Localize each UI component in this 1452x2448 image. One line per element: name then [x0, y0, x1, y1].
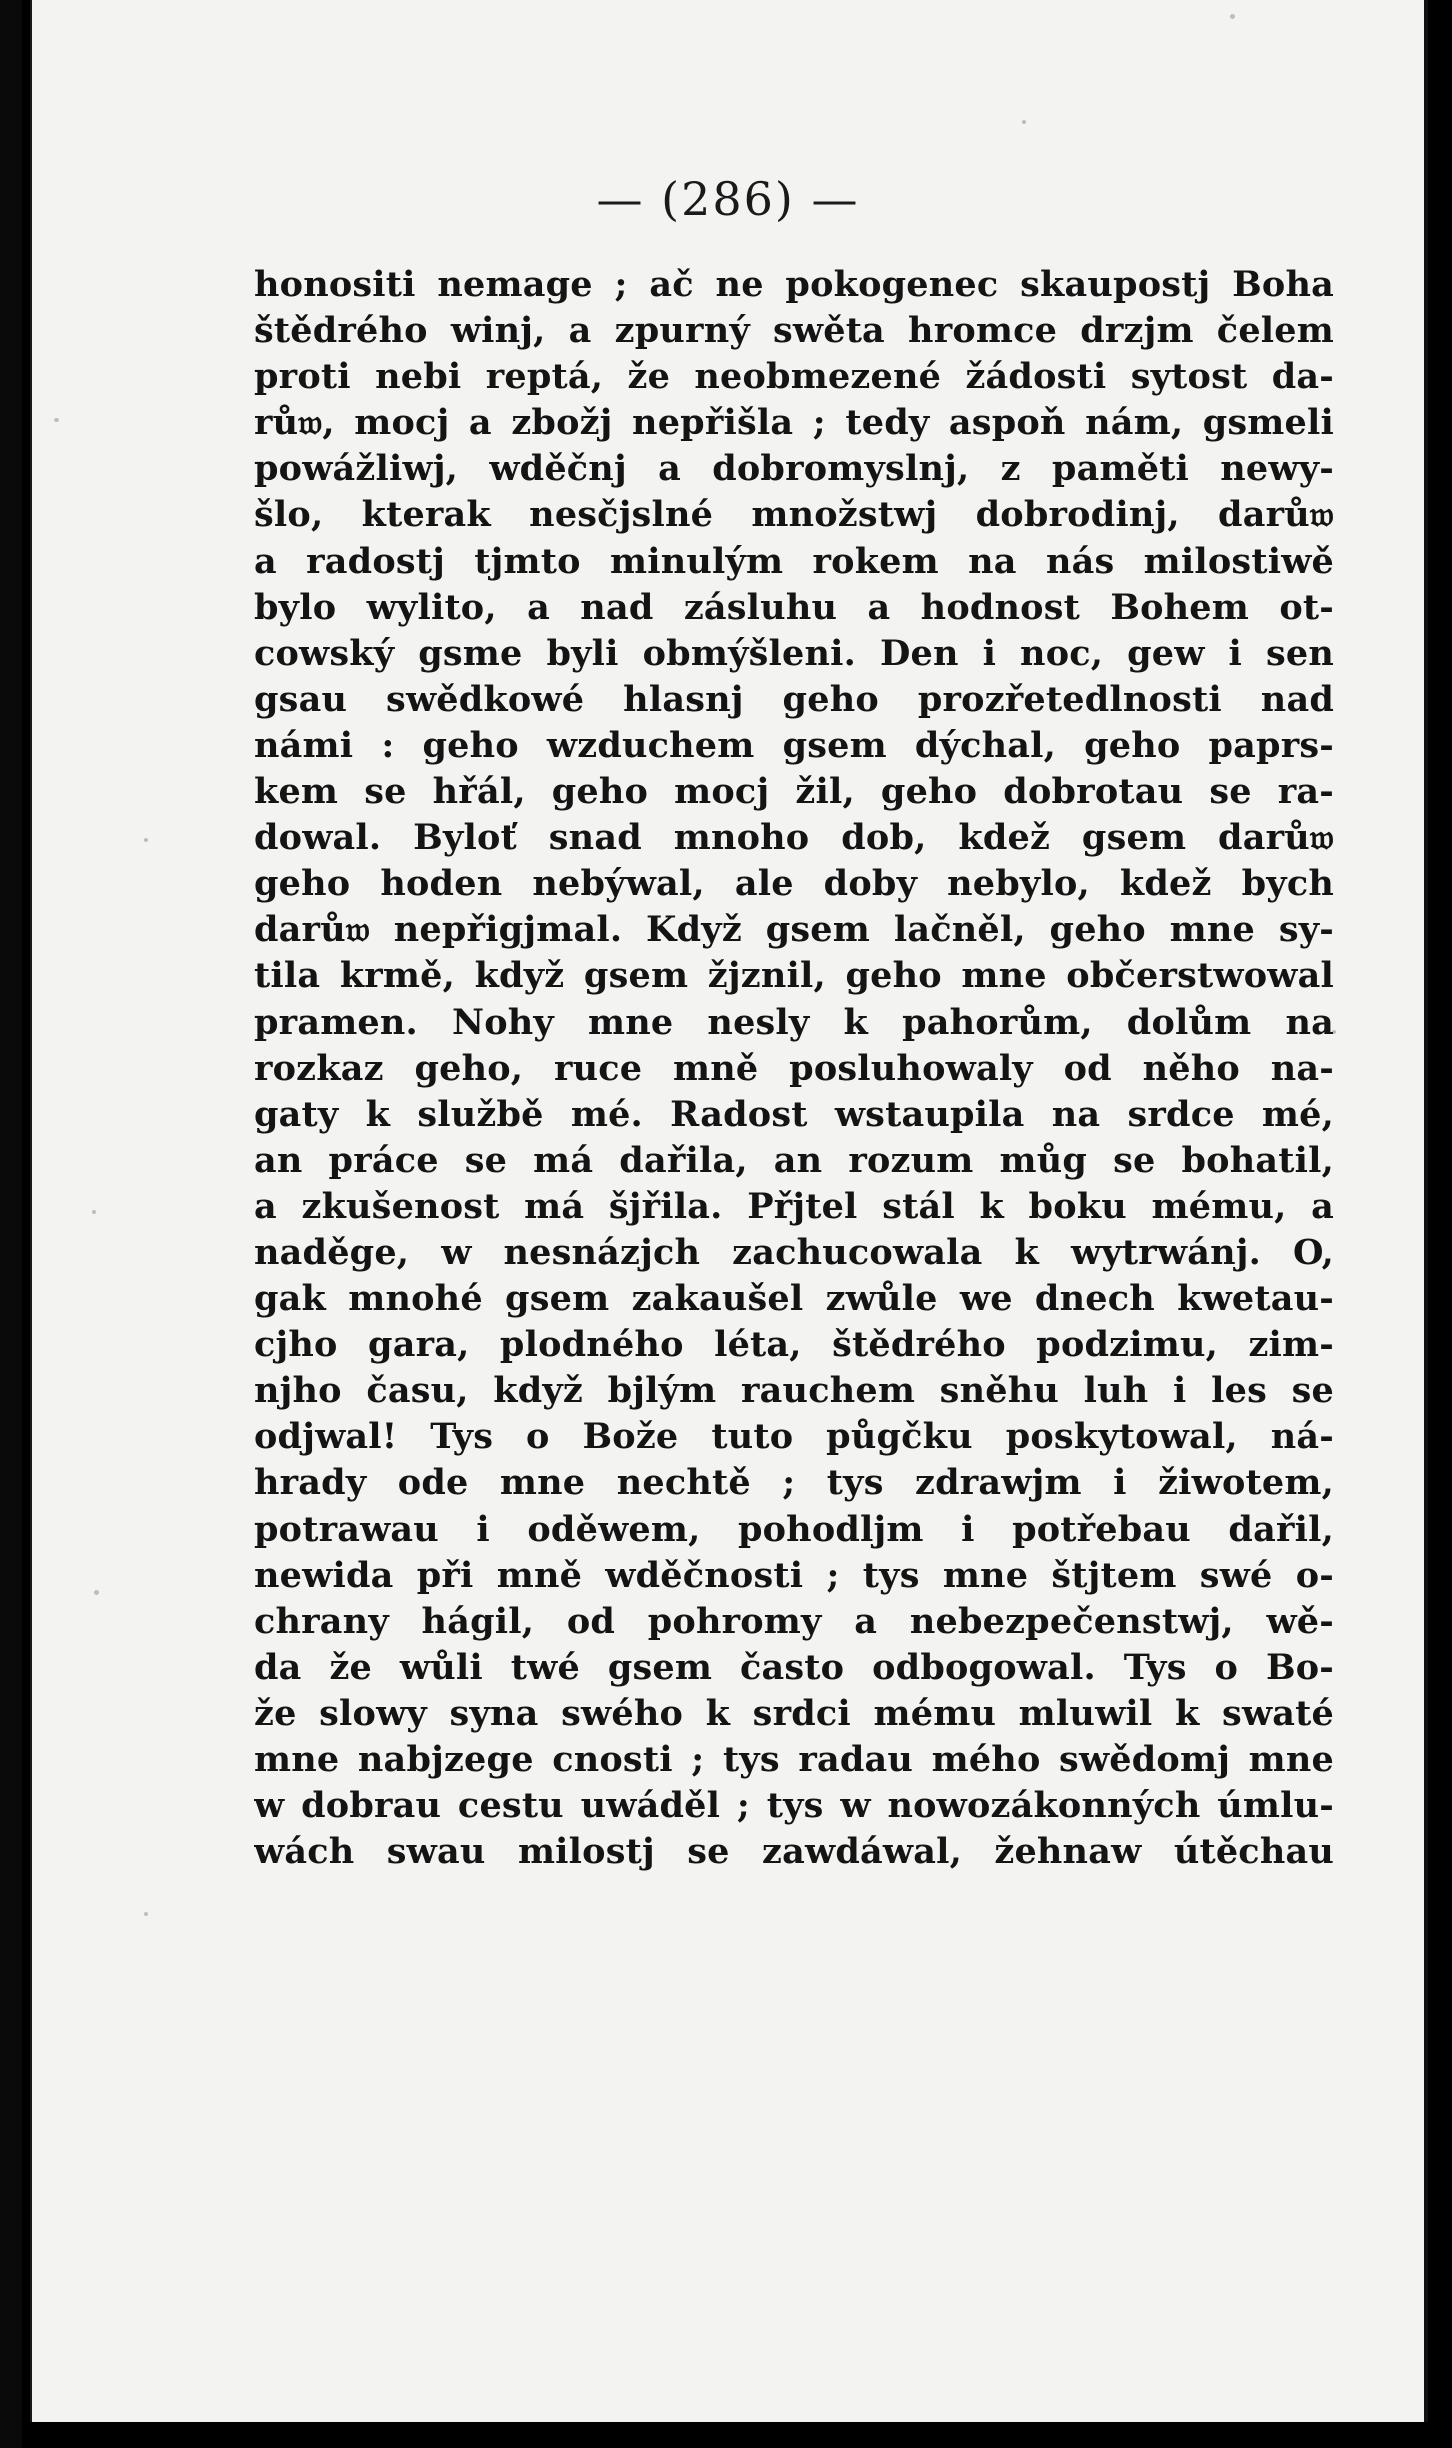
- scan-speck: [1230, 14, 1235, 19]
- text-line: gak mnohé gsem zakaušel zwůle we dnech kwetau-: [254, 1278, 1334, 1320]
- scan-speck: [144, 1912, 148, 1916]
- text-line: honositi nemage ; ač ne pokogenec skaupostj Boha: [254, 264, 1334, 305]
- text-line: a zkušenost má šjřila. Přjtel stál k boku mému, a: [254, 1185, 1334, 1227]
- text-line: štědrého winj, a zpurný swěta hromce drzjm čelem: [254, 310, 1334, 352]
- text-line: chrany hágil, od pohromy a nebezpečenstwj, wě-: [254, 1600, 1334, 1642]
- text-line: cjho gara, plodného léta, štědrého podzimu, zim-: [254, 1324, 1334, 1366]
- text-line: da že wůli twé gsem často odbogowal. Tys o Bo-: [254, 1646, 1334, 1688]
- text-line: newida při mně wděčnosti ; tys mne štjtem swé o-: [254, 1554, 1334, 1596]
- text-line: naděge, w nesnázjch zachucowala k wytrwánj. O,: [254, 1231, 1334, 1273]
- text-line: bylo wylito, a nad zásluhu a hodnost Bohem ot-: [254, 586, 1334, 628]
- book-page: [30, 0, 1428, 2422]
- text-line: powážliwj, wděčnj a dobromyslnj, z paměti newy-: [254, 448, 1334, 490]
- text-line: njho času, když bjlým rauchem sněhu luh i les se: [254, 1370, 1334, 1412]
- text-line: cowský gsme byli obmýšleni. Den i noc, gew i sen: [254, 632, 1334, 674]
- text-line: odjwal! Tys o Bože tuto půgčku poskytowal, ná-: [254, 1416, 1334, 1458]
- scan-speck: [144, 838, 148, 842]
- text-line: darů𝔴 nepřigjmal. Když gsem lačněl, geho mne sy-: [254, 909, 1334, 951]
- scan-speck: [94, 1590, 99, 1595]
- text-line: že slowy syna swého k srdci mému mluwil k swaté: [254, 1692, 1334, 1734]
- scan-frame-edge: [0, 0, 22, 2448]
- text-line: hrady ode mne nechtě ; tys zdrawjm i žiwotem,: [254, 1462, 1334, 1504]
- text-line: gaty k službě mé. Radost wstaupila na srdce mé,: [254, 1093, 1334, 1135]
- text-line: geho hoden nebýwal, ale doby nebylo, kdež bych: [254, 863, 1334, 905]
- page-number: — (286) —: [596, 172, 860, 226]
- text-line: proti nebi reptá, že neobmezené žádosti sytost da-: [254, 356, 1334, 398]
- text-line: a radostj tjmto minulým rokem na nás milostiwě: [254, 540, 1334, 582]
- text-line: kem se hřál, geho mocj žil, geho dobrotau se ra-: [254, 771, 1334, 813]
- text-line: rů𝔴, mocj a zbožj nepřišla ; tedy aspoň nám, gsmeli: [254, 402, 1334, 444]
- text-line: gsau swědkowé hlasnj geho prozřetedlnosti nad: [254, 678, 1334, 720]
- scan-speck: [92, 1210, 96, 1214]
- text-line: dowal. Byloť snad mnoho dob, kdež gsem darů𝔴: [254, 817, 1334, 859]
- text-line: potrawau i oděwem, pohodljm i potřebau dařil,: [254, 1508, 1334, 1550]
- text-line: šlo, kterak nesčjslné množstwj dobrodinj, darů𝔴: [254, 494, 1334, 536]
- text-line: an práce se má dařila, an rozum můg se bohatil,: [254, 1139, 1334, 1181]
- text-line: pramen. Nohy mne nesly k pahorům, dolům na: [254, 1001, 1334, 1043]
- text-line: wách swau milostj se zawdáwal, žehnaw útěchau: [254, 1831, 1334, 1873]
- scan-speck: [1022, 120, 1026, 124]
- body-text: [254, 262, 1334, 1875]
- text-line: rozkaz geho, ruce mně posluhowaly od něho na-: [254, 1047, 1334, 1089]
- text-line: mne nabjzege cnosti ; tys radau mého swědomj mne: [254, 1739, 1334, 1780]
- text-line: w dobrau cestu uwáděl ; tys w nowozákonných úmlu-: [254, 1785, 1334, 1827]
- text-line: námi : geho wzduchem gsem dýchal, geho paprs-: [254, 724, 1334, 766]
- text-line: tila krmě, když gsem žjznil, geho mne občerstwowal: [254, 955, 1334, 997]
- scan-speck: [54, 418, 59, 422]
